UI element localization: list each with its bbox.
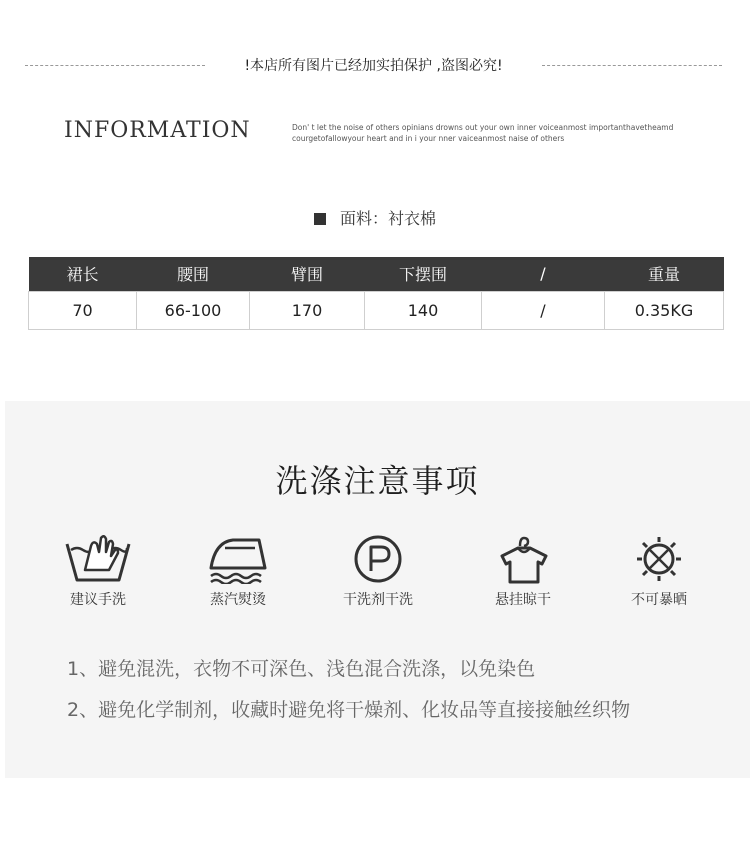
- care-note-2: 2、避免化学制剂，收藏时避免将干燥剂、化妆品等直接接触丝织物: [67, 699, 631, 721]
- header-waist: 腰围: [137, 257, 250, 291]
- header-arm: 臂围: [250, 257, 365, 291]
- information-title: INFORMATION: [64, 118, 251, 143]
- care-item-steam-iron: [168, 534, 308, 609]
- care-item-hang-dry: [453, 534, 593, 609]
- fabric-label: 面料：: [339, 209, 388, 228]
- cell-waist: 66-100: [137, 291, 250, 329]
- no-sun-icon: [624, 534, 694, 584]
- size-table: [28, 257, 724, 330]
- fabric-value: 衬衣棉: [388, 209, 437, 228]
- size-table-header-row: [29, 257, 724, 291]
- header-blank: /: [482, 257, 605, 291]
- care-item-hand-wash: [28, 534, 168, 609]
- information-quote: [292, 122, 712, 144]
- care-item-dry-clean: [308, 534, 448, 609]
- quote-line-2: courgetofallowyour heart and in i your nner vaiceanmost naise of others: [292, 134, 565, 143]
- cell-skirt-length: 70: [29, 291, 137, 329]
- cell-weight: 0.35KG: [605, 291, 724, 329]
- care-label-no-sun: 不可暴晒: [631, 592, 687, 608]
- cell-arm: 170: [250, 291, 365, 329]
- steam-iron-icon: [203, 534, 273, 584]
- care-item-no-sun: [589, 534, 729, 609]
- dry-clean-icon: [343, 534, 413, 584]
- wash-care-title: 洗涤注意事项: [275, 462, 480, 500]
- square-bullet-icon: [314, 213, 326, 225]
- wash-care-section: [5, 401, 750, 778]
- notice-divider-right: [542, 65, 722, 66]
- care-label-hand-wash: 建议手洗: [70, 592, 126, 608]
- notice-divider-left: [25, 65, 205, 66]
- hang-dry-icon: [488, 534, 558, 584]
- header-weight: 重量: [605, 257, 724, 291]
- cell-blank: /: [482, 291, 605, 329]
- header-skirt-length: 裙长: [29, 257, 137, 291]
- fabric-info: [0, 206, 750, 229]
- quote-line-1: Don' t let the noise of others opinians drowns out your own inner voiceanmost importanthavetheamd: [292, 123, 674, 132]
- table-row: [29, 291, 724, 329]
- cell-hem: 140: [365, 291, 482, 329]
- care-label-steam-iron: 蒸汽熨烫: [210, 592, 266, 608]
- care-label-dry-clean: 干洗剂干洗: [343, 592, 413, 608]
- care-note-1: 1、避免混洗，衣物不可深色、浅色混合洗涤，以免染色: [67, 658, 536, 680]
- notice-text: !本店所有图片已经加实拍保护 ,盗图必究!: [244, 58, 503, 74]
- header-hem: 下摆围: [365, 257, 482, 291]
- care-label-hang-dry: 悬挂晾干: [495, 592, 551, 608]
- copyright-notice: [0, 52, 750, 80]
- hand-wash-icon: [63, 534, 133, 584]
